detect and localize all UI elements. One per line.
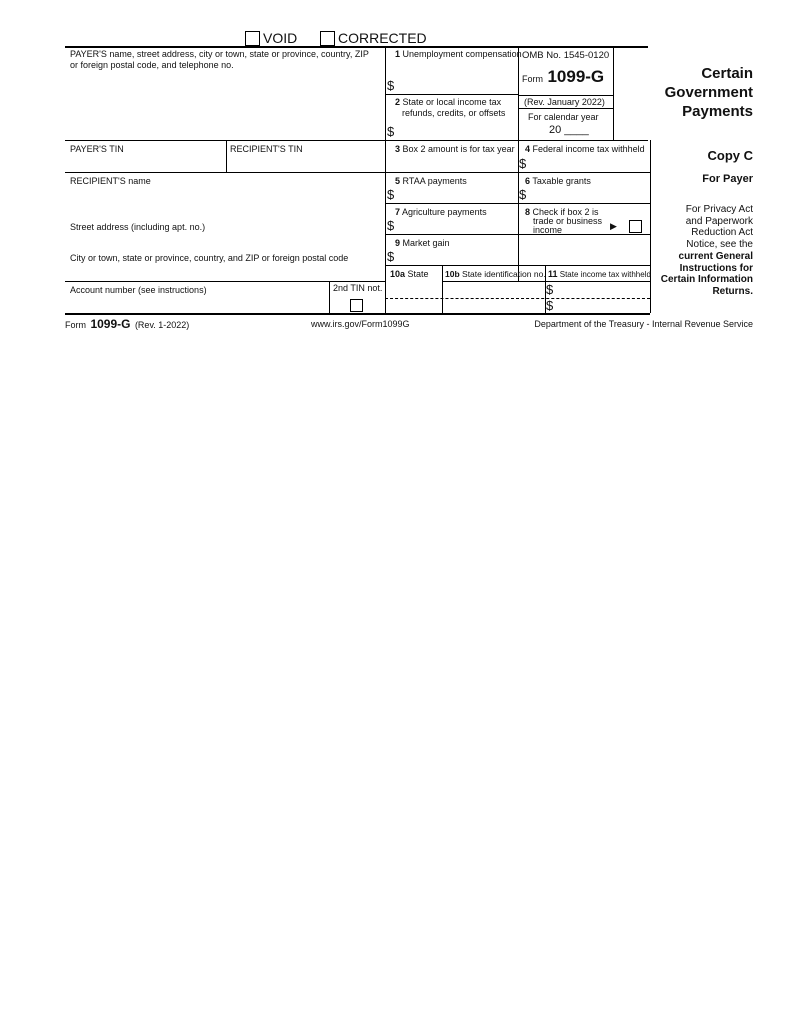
- row-line-1: [65, 140, 648, 141]
- omb-number: OMB No. 1545-0120: [522, 50, 610, 61]
- notice-line-5: current General: [678, 250, 753, 262]
- box7-number: 7: [395, 207, 401, 217]
- box9-amount-field[interactable]: [397, 249, 515, 263]
- box1-amount-field[interactable]: [397, 78, 515, 92]
- city-field[interactable]: [67, 265, 382, 279]
- box10a-text: State: [407, 269, 429, 279]
- box5-dollar: $: [387, 187, 395, 202]
- box4-label: [525, 144, 645, 154]
- form-title: [623, 64, 753, 121]
- box4-dollar: $: [519, 156, 527, 171]
- recipient-name-label: RECIPIENT'S name: [70, 176, 151, 186]
- notice-line-2: and Paperwork: [685, 215, 753, 227]
- payer-tin-field[interactable]: [67, 156, 222, 170]
- box4-amount-field[interactable]: [529, 156, 647, 170]
- box2-label-2: refunds, credits, or offsets: [402, 108, 506, 118]
- calendar-year-label: For calendar year: [528, 112, 599, 122]
- box3-tax-year-field[interactable]: [388, 156, 515, 170]
- form-word: Form: [522, 74, 543, 84]
- box5-amount-field[interactable]: [397, 187, 515, 201]
- notice-line-4: Notice, see the: [686, 239, 753, 251]
- box11-amount-field-1[interactable]: [556, 283, 646, 296]
- corrected-checkbox[interactable]: [320, 31, 335, 46]
- box7-amount-field[interactable]: [397, 218, 515, 232]
- box6-text: Taxable grants: [532, 176, 591, 186]
- box7-text: Agriculture payments: [402, 207, 487, 217]
- box10b-label: [445, 269, 546, 279]
- account-number-field[interactable]: [67, 296, 325, 311]
- omb-line-2: [518, 108, 613, 109]
- box10b-number: 10b: [445, 269, 460, 279]
- box10a-state-field-2[interactable]: [388, 300, 440, 312]
- row-line-2: [65, 172, 650, 173]
- box11-amount-field-2[interactable]: [556, 300, 646, 312]
- omb-line-1: [518, 95, 613, 96]
- corrected-label: CORRECTED: [338, 30, 427, 46]
- form-title-line2: Government: [664, 84, 753, 101]
- box4-text: Federal income tax withheld: [532, 144, 645, 154]
- box5-text: RTAA payments: [402, 176, 467, 186]
- payer-name-label-1: PAYER'S name, street address, city or town, state or province, country, ZIP: [70, 49, 369, 59]
- box7-label: [395, 207, 487, 217]
- col-line-613: [613, 46, 614, 140]
- box2-label-1: [395, 97, 501, 107]
- notice-line-7: Certain Information: [660, 274, 753, 286]
- form-title-line1: Certain: [701, 65, 753, 82]
- box6-label: [525, 176, 591, 186]
- box2-amount-field[interactable]: [397, 124, 515, 138]
- box8-text-1: Check if box 2 is: [532, 207, 599, 217]
- void-label: VOID: [263, 30, 298, 46]
- box9-text: Market gain: [402, 238, 450, 248]
- row-line-account: [65, 281, 385, 282]
- footer-form-number: 1099-G: [90, 317, 131, 331]
- box3-number: 3: [395, 144, 401, 154]
- box9-number: 9: [395, 238, 401, 248]
- box6-number: 6: [525, 176, 531, 186]
- box4-number: 4: [525, 144, 531, 154]
- box10b-text: State identification no.: [462, 269, 546, 279]
- street-address-label: Street address (including apt. no.): [70, 222, 206, 232]
- box8-label-3: income: [533, 225, 563, 235]
- box5-label: [395, 176, 467, 186]
- box5-number: 5: [395, 176, 401, 186]
- void-checkbox[interactable]: [245, 31, 260, 46]
- box10b-state-id-field-2[interactable]: [445, 300, 543, 312]
- box11-dollar-2: $: [546, 298, 554, 313]
- box2-dollar: $: [387, 124, 395, 139]
- second-tin-checkbox[interactable]: [350, 299, 363, 312]
- form-revision: (Rev. January 2022): [524, 97, 605, 107]
- notice-line-1: For Privacy Act: [685, 204, 753, 215]
- account-number-label: Account number (see instructions): [70, 285, 207, 295]
- box3-label: [395, 144, 515, 154]
- box11-text: State income tax withheld: [559, 270, 651, 279]
- state-dashed-line: [385, 298, 650, 299]
- col-line-2ndtin: [329, 281, 330, 313]
- box1-text: Unemployment compensation: [402, 49, 522, 59]
- box10a-number: 10a: [390, 269, 406, 279]
- box2-text-1: State or local income tax: [402, 97, 502, 107]
- box6-amount-field[interactable]: [529, 187, 647, 201]
- footer-form-rev: (Rev. 1-2022): [134, 320, 190, 330]
- box7-dollar: $: [387, 218, 395, 233]
- box2-number: 2: [395, 97, 401, 107]
- copy-label: Copy C: [707, 148, 753, 163]
- box1-box2-divider: [385, 94, 518, 95]
- box1-number: 1: [395, 49, 401, 59]
- col-line-tin: [226, 140, 227, 172]
- box10b-state-id-field-1[interactable]: [445, 283, 543, 296]
- recipient-name-field[interactable]: [67, 188, 382, 216]
- col-line-10a: [442, 265, 443, 313]
- box11-dollar-1: $: [546, 282, 554, 297]
- street-address-field[interactable]: [67, 234, 382, 250]
- box10a-state-field-1[interactable]: [388, 283, 440, 296]
- calendar-year-field[interactable]: 20 ____: [549, 124, 589, 136]
- footer-department: Department of the Treasury - Internal Revenue Service: [534, 319, 753, 329]
- box9-label: [395, 238, 450, 248]
- box8-number: 8: [525, 207, 531, 217]
- for-payer-label: For Payer: [702, 173, 753, 185]
- payer-name-label-2: or foreign postal code, and telephone no.: [70, 60, 234, 70]
- notice-line-8: Returns.: [712, 285, 753, 297]
- recipient-tin-field[interactable]: [228, 156, 383, 170]
- second-tin-label: 2nd TIN not.: [333, 283, 383, 293]
- payer-tin-label: PAYER'S TIN: [70, 144, 124, 154]
- notice-line-6: Instructions for: [679, 262, 753, 274]
- footer-form-word: Form: [65, 320, 86, 330]
- footer-form-id: [65, 315, 189, 333]
- box8-checkbox[interactable]: [629, 220, 642, 233]
- box11-label: [548, 269, 651, 280]
- box8-label-2: trade or business: [533, 216, 603, 226]
- form-top-border: [65, 46, 648, 48]
- box8-arrow-icon: ▶: [610, 221, 617, 231]
- form-title-line3: Payments: [682, 103, 753, 120]
- footer-url[interactable]: www.irs.gov/Form1099G: [311, 319, 410, 329]
- box6-dollar: $: [519, 187, 527, 202]
- box10a-label: [390, 269, 429, 279]
- box11-number: 11: [548, 269, 558, 279]
- box1-dollar: $: [387, 78, 395, 93]
- form-title-block: [522, 67, 604, 87]
- notice-line-3: Reduction Act: [691, 227, 753, 239]
- col-line-385: [385, 46, 386, 313]
- recipient-tin-label: RECIPIENT'S TIN: [230, 144, 303, 154]
- box9-dollar: $: [387, 249, 395, 264]
- payer-name-field[interactable]: [67, 72, 382, 138]
- form-number: 1099-G: [547, 67, 605, 86]
- box3-text: Box 2 amount is for tax year: [402, 144, 515, 154]
- box1-label: [395, 49, 522, 59]
- city-label: City or town, state or province, country, and ZIP or foreign postal code: [70, 253, 349, 263]
